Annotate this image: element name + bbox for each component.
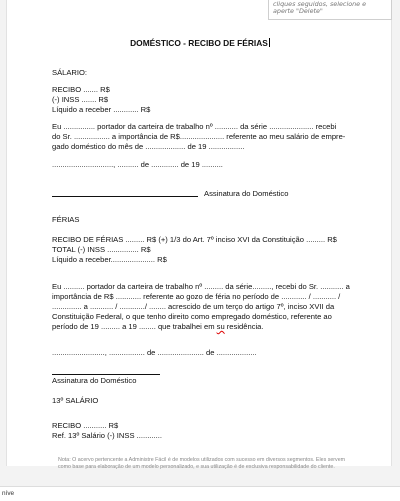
ferias-recibo-line: RECIBO DE FÉRIAS ......... R$ (+) 1/3 do Art. 7º inciso XVI da Constituição ......... R$: [52, 235, 337, 244]
status-text: níve: [2, 490, 15, 497]
note-label: Nota:: [58, 457, 71, 463]
ferias-paragraph-line-4: Constituição Federal, o que tenho direito como empregado doméstico, referente ao: [52, 312, 332, 321]
text-cursor: [269, 38, 270, 47]
note-text: O acervo pertencente a Administre Fácil é de modelos utilizados com sucesso em diversos segmentos. Eles servem como base para elaboração de um modelo personalizado, e sua utilização é de exclusiva responsabilidade do cliente.: [58, 457, 346, 470]
ferias-signature-line: [52, 374, 160, 375]
salario-liquido-line: Líquido a receber ............ R$: [52, 105, 151, 114]
decimo-heading: 13º SALÁRIO: [52, 396, 99, 405]
salario-date-line: ............................., .......... de ............. de 19 ..........: [52, 160, 223, 169]
salario-heading: SÁLARIO:: [52, 68, 88, 77]
salario-recibo-line: RECIBO ....... R$: [52, 85, 110, 94]
ferias-paragraph-line-5: período de 19 ......... a 19 ........ que trabalhei em su residência.: [52, 322, 264, 331]
ferias-heading: FÉRIAS: [52, 215, 80, 224]
ferias-paragraph-line-3: .............. a ........... / ............/ ........ acrescido de um terço do artigo 7º, inciso XVII da: [52, 302, 335, 311]
tooltip-line-1: cliques seguidos, selecione e: [273, 1, 367, 8]
decimo-ref-line: Ref. 13º Salário (-) INSS ............: [52, 431, 162, 440]
decimo-recibo-line: RECIBO ........... R$: [52, 421, 119, 430]
status-bar: [0, 486, 400, 500]
ferias-signature-label: Assinatura do Doméstico: [52, 376, 137, 385]
salario-paragraph-line-3: gado doméstico do mês de ................... de 19 .................: [52, 142, 245, 151]
instruction-tooltip: [268, 0, 392, 20]
ferias-liquido-line: Líquido a receber..................... R$: [52, 255, 167, 264]
ferias-paragraph-line-2: importância de R$ ............ referente ao gozo de féria no período de ............ / ........... /: [52, 292, 341, 301]
disclaimer-note: [58, 457, 358, 471]
salario-paragraph-line-2: do Sr. ................. a importância de R$..................... referente ao meu salário de empre-: [52, 132, 346, 141]
misspelled-word[interactable]: su: [216, 322, 225, 331]
salario-signature-line: [52, 196, 198, 197]
tooltip-line-2: aperte "Delete": [273, 8, 323, 15]
salario-inss-line: (-) INSS ....... R$: [52, 95, 109, 104]
document-title: DOMÉSTICO - RECIBO DE FÉRIAS: [130, 38, 268, 48]
ferias-paragraph-line-1: Eu .......... portador da carteira de trabalho nº ......... da série........., recebi do Sr. ........... a: [52, 282, 350, 291]
ferias-date-line: ........................., ................. de ...................... de ...................: [52, 348, 257, 357]
salario-paragraph-line-1: Eu ............... portador da carteira de trabalho nº ........... da série ..................... recebi: [52, 122, 337, 131]
ferias-total-line: TOTAL (-) INSS ............... R$: [52, 245, 151, 254]
salario-signature-label: Assinatura do Doméstico: [204, 189, 289, 198]
